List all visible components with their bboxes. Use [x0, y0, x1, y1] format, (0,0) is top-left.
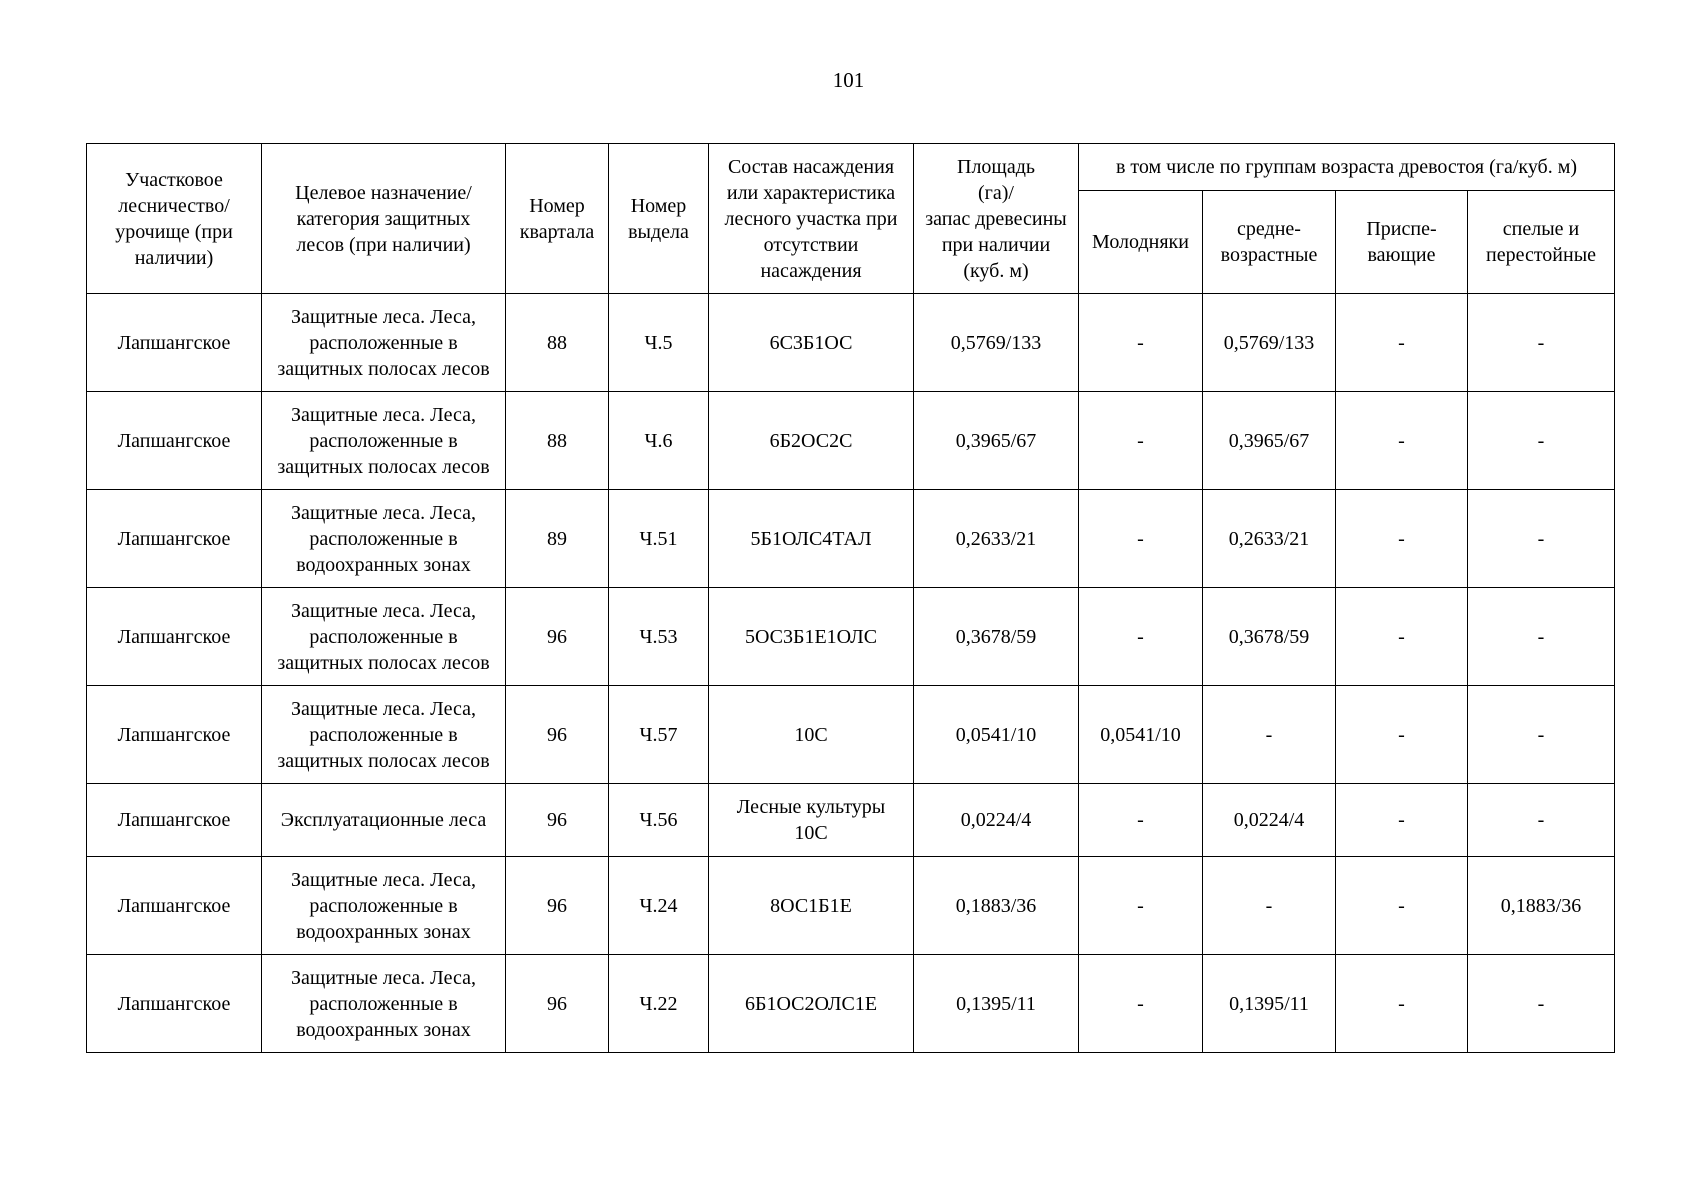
cell-middle: 0,3965/67 [1203, 392, 1336, 490]
cell-forestry: Лапшангское [87, 784, 262, 857]
cell-young: - [1079, 490, 1203, 588]
cell-forestry: Лапшангское [87, 686, 262, 784]
cell-area: 0,0541/10 [914, 686, 1079, 784]
cell-middle: 0,0224/4 [1203, 784, 1336, 857]
table-row [87, 857, 1615, 955]
header-quarter: Номер квартала [506, 144, 609, 294]
cell-purpose: Эксплуатационные леса [262, 784, 506, 857]
cell-middle: 0,3678/59 [1203, 588, 1336, 686]
cell-allotment: Ч.5 [609, 294, 709, 392]
cell-area: 0,1883/36 [914, 857, 1079, 955]
cell-middle: 0,2633/21 [1203, 490, 1336, 588]
cell-ripening: - [1336, 392, 1468, 490]
cell-composition: 10С [709, 686, 914, 784]
cell-quarter: 89 [506, 490, 609, 588]
cell-mature: 0,1883/36 [1468, 857, 1615, 955]
cell-area: 0,3965/67 [914, 392, 1079, 490]
cell-composition: 5Б1ОЛС4ТАЛ [709, 490, 914, 588]
cell-mature: - [1468, 955, 1615, 1053]
cell-young: - [1079, 955, 1203, 1053]
header-age-groups: в том числе по группам возраста древостоя (га/куб. м) [1079, 144, 1615, 191]
cell-middle: - [1203, 857, 1336, 955]
cell-area: 0,0224/4 [914, 784, 1079, 857]
header-mature: спелые и перестойные [1468, 191, 1615, 294]
cell-mature: - [1468, 784, 1615, 857]
cell-area: 0,1395/11 [914, 955, 1079, 1053]
cell-ripening: - [1336, 955, 1468, 1053]
cell-purpose: Защитные леса. Леса, расположенные в защитных полосах лесов [262, 588, 506, 686]
cell-mature: - [1468, 294, 1615, 392]
table-row [87, 490, 1615, 588]
header-allotment: Номер выдела [609, 144, 709, 294]
cell-purpose: Защитные леса. Леса, расположенные в водоохранных зонах [262, 490, 506, 588]
header-forestry: Участковое лесничество/ урочище (при наличии) [87, 144, 262, 294]
cell-ripening: - [1336, 490, 1468, 588]
cell-purpose: Защитные леса. Леса, расположенные в водоохранных зонах [262, 857, 506, 955]
cell-ripening: - [1336, 294, 1468, 392]
cell-middle: 0,5769/133 [1203, 294, 1336, 392]
cell-mature: - [1468, 490, 1615, 588]
cell-quarter: 96 [506, 955, 609, 1053]
header-ripening: Приспе- вающие [1336, 191, 1468, 294]
cell-composition: Лесные культуры 10С [709, 784, 914, 857]
cell-purpose: Защитные леса. Леса, расположенные в водоохранных зонах [262, 955, 506, 1053]
cell-young: 0,0541/10 [1079, 686, 1203, 784]
table-row [87, 588, 1615, 686]
header-young: Молодняки [1079, 191, 1203, 294]
header-purpose: Целевое назначение/ категория защитных лесов (при наличии) [262, 144, 506, 294]
cell-forestry: Лапшангское [87, 294, 262, 392]
cell-young: - [1079, 784, 1203, 857]
cell-ripening: - [1336, 857, 1468, 955]
cell-forestry: Лапшангское [87, 490, 262, 588]
cell-young: - [1079, 392, 1203, 490]
header-middle: средне- возрастные [1203, 191, 1336, 294]
cell-ripening: - [1336, 784, 1468, 857]
cell-composition: 5ОС3Б1Е1ОЛС [709, 588, 914, 686]
cell-allotment: Ч.51 [609, 490, 709, 588]
table-header [87, 144, 1615, 294]
cell-young: - [1079, 857, 1203, 955]
cell-area: 0,5769/133 [914, 294, 1079, 392]
cell-composition: 6Б2ОС2С [709, 392, 914, 490]
cell-middle: 0,1395/11 [1203, 955, 1336, 1053]
cell-composition: 6С3Б1ОС [709, 294, 914, 392]
cell-quarter: 96 [506, 588, 609, 686]
cell-quarter: 88 [506, 392, 609, 490]
cell-area: 0,2633/21 [914, 490, 1079, 588]
header-area: Площадь (га)/ запас древесины при наличии (куб. м) [914, 144, 1079, 294]
cell-purpose: Защитные леса. Леса, расположенные в защитных полосах лесов [262, 686, 506, 784]
cell-quarter: 96 [506, 686, 609, 784]
cell-allotment: Ч.53 [609, 588, 709, 686]
cell-mature: - [1468, 588, 1615, 686]
cell-quarter: 96 [506, 857, 609, 955]
table-row [87, 955, 1615, 1053]
cell-purpose: Защитные леса. Леса, расположенные в защитных полосах лесов [262, 392, 506, 490]
cell-forestry: Лапшангское [87, 392, 262, 490]
cell-composition: 8ОС1Б1Е [709, 857, 914, 955]
cell-mature: - [1468, 392, 1615, 490]
cell-ripening: - [1336, 588, 1468, 686]
cell-young: - [1079, 294, 1203, 392]
cell-forestry: Лапшангское [87, 857, 262, 955]
table-row [87, 784, 1615, 857]
cell-quarter: 88 [506, 294, 609, 392]
table-row [87, 392, 1615, 490]
cell-allotment: Ч.57 [609, 686, 709, 784]
cell-mature: - [1468, 686, 1615, 784]
cell-allotment: Ч.6 [609, 392, 709, 490]
table-row [87, 686, 1615, 784]
forest-plots-table [86, 143, 1615, 1053]
cell-forestry: Лапшангское [87, 955, 262, 1053]
cell-young: - [1079, 588, 1203, 686]
cell-allotment: Ч.22 [609, 955, 709, 1053]
cell-quarter: 96 [506, 784, 609, 857]
cell-allotment: Ч.24 [609, 857, 709, 955]
page-number: 101 [832, 68, 865, 92]
cell-middle: - [1203, 686, 1336, 784]
cell-area: 0,3678/59 [914, 588, 1079, 686]
cell-composition: 6Б1ОС2ОЛС1Е [709, 955, 914, 1053]
table-row [87, 294, 1615, 392]
cell-purpose: Защитные леса. Леса, расположенные в защитных полосах лесов [262, 294, 506, 392]
cell-forestry: Лапшангское [87, 588, 262, 686]
cell-allotment: Ч.56 [609, 784, 709, 857]
table-body [87, 294, 1615, 1053]
cell-ripening: - [1336, 686, 1468, 784]
header-composition: Состав насаждения или характеристика лесного участка при отсутствии насаждения [709, 144, 914, 294]
